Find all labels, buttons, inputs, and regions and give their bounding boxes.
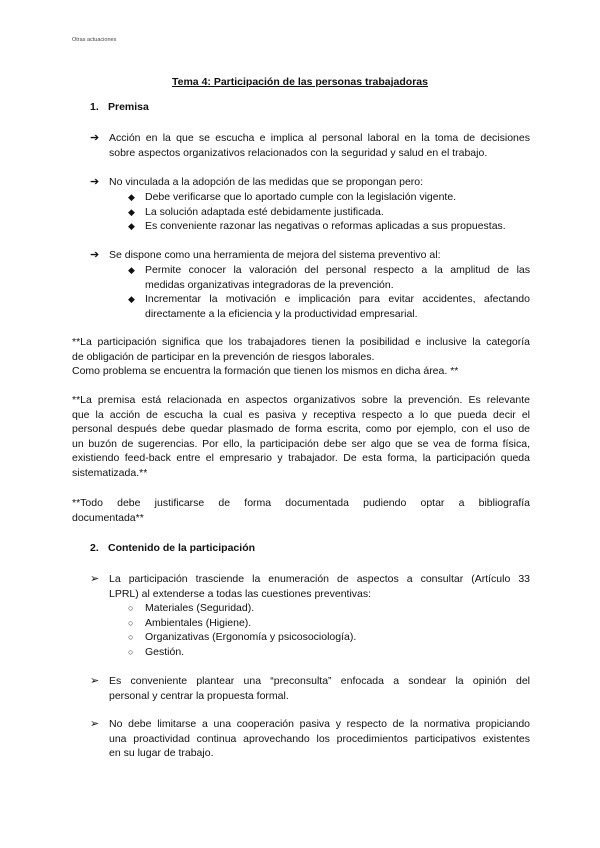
premisa-sub-item: Debe verificarse que lo aportado cumple con la legislación vigente.: [145, 191, 457, 203]
diamond-icon: ◆: [128, 221, 135, 232]
contenido-bullet-1: La participación trasciende la enumeración de aspectos a consultar (Artículo 33 LPRL) al extenderse a todas las cuestiones preventivas:: [109, 573, 530, 600]
diamond-icon: ◆: [128, 192, 135, 202]
arrowhead-icon: ➢: [90, 573, 100, 585]
circle-icon: ○: [128, 646, 134, 657]
premisa-sub-item: La solución adaptada esté debidamente justificada.: [145, 205, 384, 218]
section-2-heading: [90, 542, 255, 554]
note-paragraph-3: **Todo debe justificarse de forma documentada pudiendo optar a bibliografía documentada**: [72, 497, 530, 524]
diamond-icon: ◆: [128, 265, 135, 275]
premisa-sub-item: Permite conocer la valoración del personal respecto a la amplitud de las medidas organizativas integradoras de la prevención.: [145, 264, 530, 291]
page-title: Tema 4: Participación de las personas trabajadoras: [172, 76, 428, 88]
arrow-icon: ➔: [90, 249, 100, 261]
contenido-bullet-3: No debe limitarse a una cooperación pasiva y respecto de la normativa propiciando una proactividad continua aprovechando los procedimientos participativos existentes en su lugar de trabajo.: [109, 718, 530, 760]
contenido-sub-item: Organizativas (Ergonomía y psicosociología).: [145, 631, 357, 644]
circle-icon: ○: [128, 632, 134, 643]
running-header: Otras actuaciones: [72, 37, 117, 43]
premisa-sub-item: Incrementar la motivación e implicación para evitar accidentes, afectando directamente a la eficiencia y la productividad empresarial.: [145, 293, 530, 320]
diamond-icon: ◆: [128, 206, 135, 217]
circle-icon: ○: [128, 603, 134, 613]
arrowhead-icon: ➢: [90, 718, 100, 730]
premisa-bullet-2: No vinculada a la adopción de las medidas que se propongan pero:: [109, 176, 424, 188]
circle-icon: ○: [128, 617, 134, 628]
arrowhead-icon: ➢: [90, 675, 100, 687]
section-1-heading: [90, 101, 149, 113]
diamond-icon: ◆: [128, 294, 135, 304]
section-2-title: Contenido de la participación: [108, 542, 256, 554]
section-1-number: 1.: [90, 101, 99, 113]
note-paragraph-2: **La premisa está relacionada en aspectos organizativos sobre la prevención. Es relevante que la acción de escucha la cual es pasiva y receptiva respecto a lo que pueda decir el personal después debe quedar plasmado de forma escrita, como por ejemplo, con el uso de un buzón de sugerencias. Por ello, la participación debe ser algo que se vea de forma física, existiendo feed-back entre el empresario y trabajador. De esta forma, la participación queda sistematizada.**: [72, 394, 530, 479]
premisa-sub-item: Es conveniente razonar las negativas o reformas aplicadas a sus propuestas.: [145, 220, 506, 233]
arrow-icon: ➔: [90, 176, 100, 188]
note-paragraph-1: **La participación significa que los trabajadores tienen la posibilidad e inclusive la categoría de obligación de participar en la prevención de riesgos laborales. Como problema se encuentra la formación que tienen los mismos en dicha área. **: [72, 336, 530, 378]
premisa-bullet-1: Acción en la que se escucha e implica al personal laboral en la toma de decisiones sobre aspectos organizativos relacionados con la seguridad y salud en el trabajo.: [109, 132, 530, 159]
section-1-title: Premisa: [108, 101, 149, 113]
contenido-sub-item: Materiales (Seguridad).: [145, 602, 255, 614]
section-2-number: 2.: [90, 542, 99, 554]
contenido-sub-item: Ambientales (Higiene).: [145, 616, 252, 629]
contenido-sub-item: Gestión.: [145, 645, 185, 658]
arrow-icon: ➔: [90, 132, 100, 144]
premisa-bullet-3: Se dispone como una herramienta de mejora del sistema preventivo al:: [109, 249, 441, 261]
contenido-bullet-2: Es conveniente plantear una “preconsulta” enfocada a sondear la opinión del personal y centrar la propuesta formal.: [109, 675, 530, 702]
